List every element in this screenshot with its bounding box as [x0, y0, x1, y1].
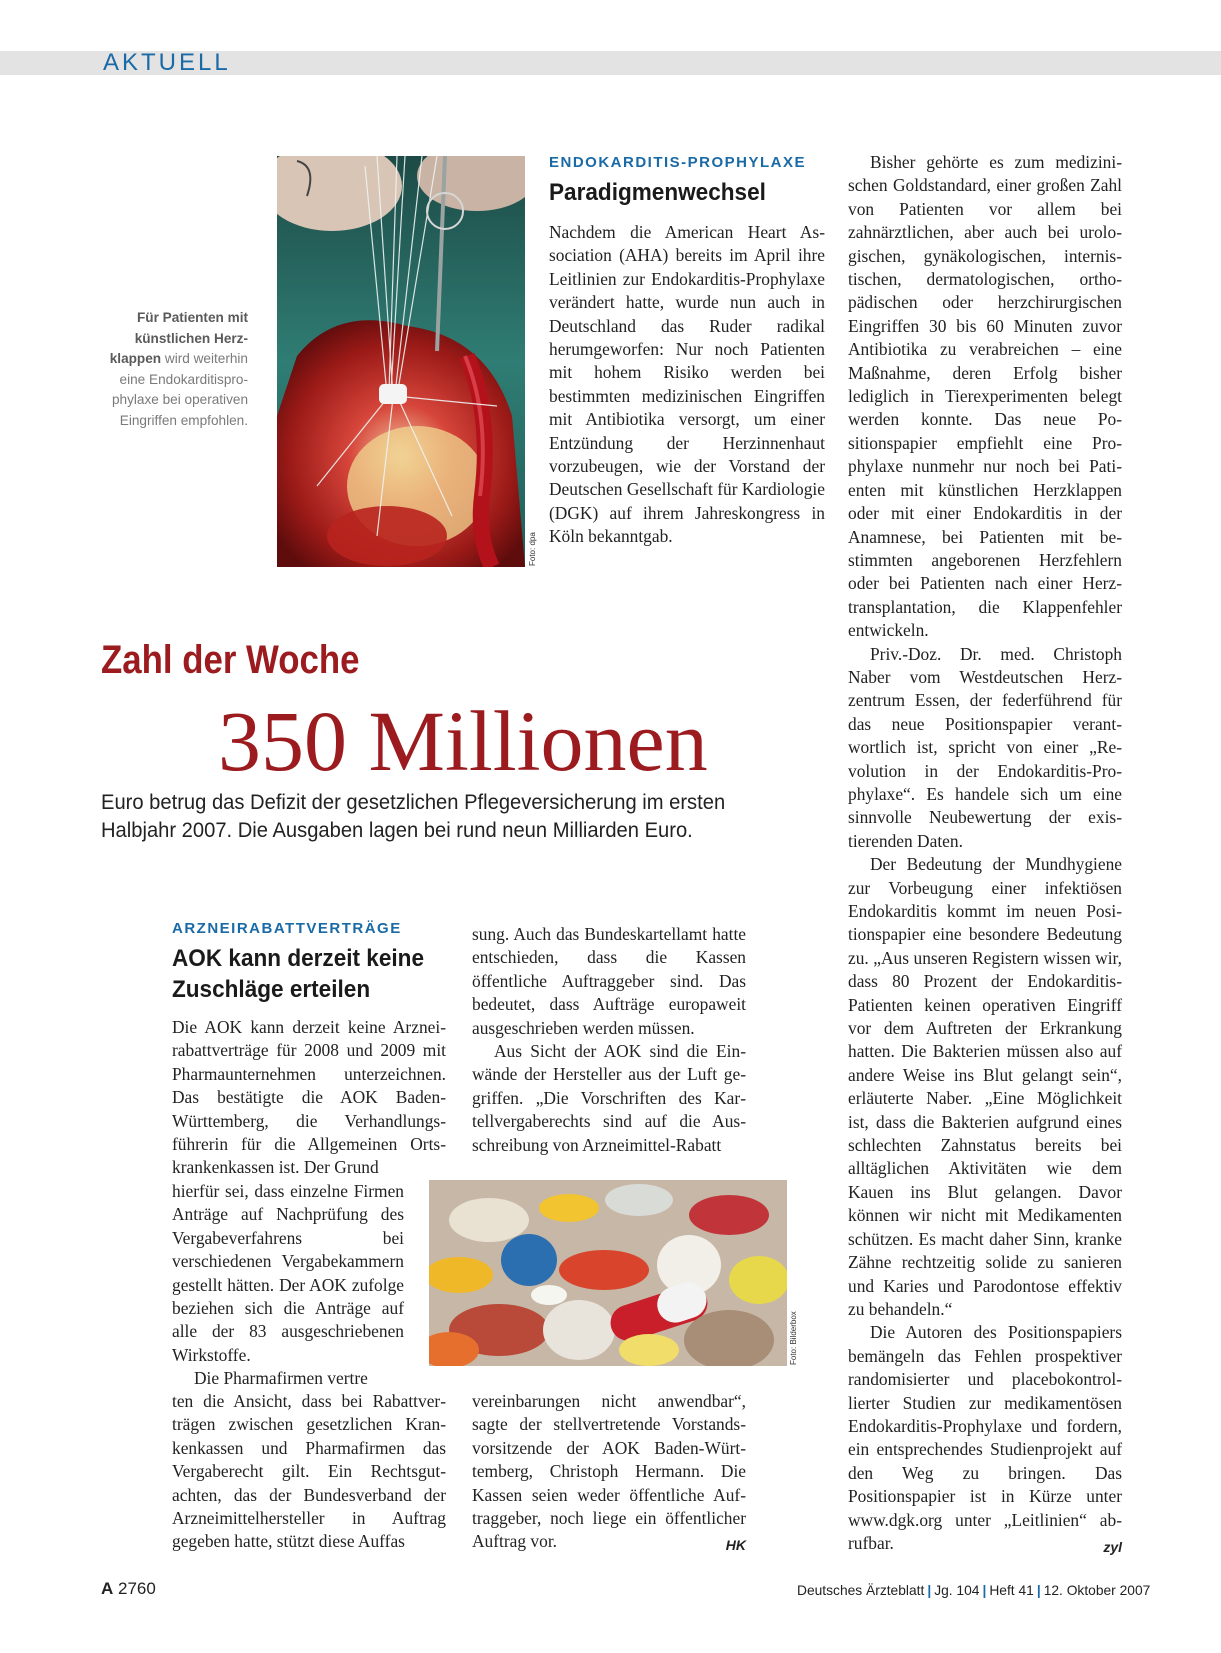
endo-kicker: ENDOKARDITIS-PROPHYLAXE: [549, 154, 807, 171]
endo-column-2: [848, 151, 1122, 1559]
section-label: AKTUELL: [103, 49, 231, 76]
aok-column-2-top: [472, 923, 746, 1157]
aok-col2-paragraph-1: sung. Auch das Bundeskartellamt hatte entschieden, dass die Kassen öffentliche Auftraggeber sind. Das bedeutet, dass Aufträge europaweit ausgeschrieben werden müssen.: [472, 924, 746, 1038]
aok-headline: AOK kann derzeit keine Zuschläge erteilen: [172, 945, 424, 1003]
pills-photo: [429, 1180, 787, 1366]
page-number-value: 2760: [118, 1579, 156, 1598]
endo-col2-paragraph-2: Priv.-Doz. Dr. med. Christoph Naber vom Westdeutschen Herzzentrum Essen, der federführend für das neue Positionspapier verantwortlich ist, spricht von einer „Revolution in der Endokarditis-Prophylaxe“. Es handele sich um eine sinnvolle Neubewertung der existierenden Daten.: [848, 643, 1122, 851]
caption-text: wird weiterhin eine Endokarditisprophylaxe bei operativen Eingriffen empfohlen.: [111, 351, 248, 428]
aok-kicker: ARZNEIRABATTVERTRÄGE: [172, 920, 402, 937]
aok-column-1-top: [172, 1016, 446, 1180]
aok-col1-paragraph-2-start: Die Pharmafirmen vertre: [194, 1368, 368, 1389]
endo-col2-paragraph-1: Bisher gehörte es zum medizinischen Goldstandard, einer großen Zahl von Patienten vor allem bei zahnärztlichen, aber auch bei urologischen, gynäkologischen, internistischen, dermatologischen, orthopädischen oder herzchirurgischen Eingriffen 30 bis 60 Minuten zuvor Antibiotika zu verabreichen – eine Maßnahme, deren Erfolg bisher lediglich in Tierexperimenten belegt werden konnte. Das neue Positionspapier empfiehlt eine Prophylaxe nunmehr nur noch bei Patienten mit künstlichen Herzklappen oder mit einer Endokarditis in der Anamnese, bei Patienten mit bestimmten angeborenen Herzfehlern oder bei Patienten nach einer Herztransplantation, die Klappenfehler entwickeln.: [848, 152, 1122, 641]
aok-col2-paragraph-2: Aus Sicht der AOK sind die Einwände der Hersteller aus der Luft gegriffen. „Die Vorschriften des Kartellvergaberechts sind auf die Ausschreibung von Arzneimittel-Rabatt: [472, 1041, 746, 1155]
photo-credit-dpa: Foto: dpa: [528, 532, 537, 566]
surgery-photo: [277, 156, 525, 567]
photo-caption: [90, 308, 248, 431]
page-prefix: A: [101, 1579, 114, 1598]
publication-date: 12. Oktober 2007: [1043, 1583, 1151, 1598]
endo-signature: zyl: [1103, 1538, 1122, 1555]
zahl-der-woche-label: Zahl der Woche: [101, 638, 360, 682]
aok-column-1-bottom: [172, 1390, 446, 1554]
endo-col2-paragraph-3: Der Bedeutung der Mundhygiene zur Vorbeugung einer infektiösen Endokarditis kommt im neuen Positionspapier eine besondere Bedeutung zu. „Aus unseren Registern wissen wir, dass 80 Prozent der Endokarditis-Patienten keinen operativen Eingriff vor dem Auftreten der Erkrankung hatten. Die Bakterien müssen also auf andere Weise ins Blut gelangt sein“, erläuterte Naber. „Eine Möglichkeit ist, dass die Bakterien aufgrund eines schlechten Zahnstatus bereits bei alltäglichen Aktivitäten wie dem Kauen ins Blut gelangen. Davor können wir nicht mit Medikamenten schützen. Es macht daher Sinn, kranke Zähne rechtzeitig solide zu sanieren und Karies und Parodontose effektiv zu behandeln.“: [848, 854, 1122, 1319]
endo-col2-paragraph-4-text: Die Autoren des Positionspapiers bemängeln das Fehlen prospektiver randomisierter und placebokontrollierter Studien zur medikamentösen Endokarditis-Prophylaxe und fordern, ein entsprechendes Studienprojekt auf den Weg zu bringen. Das Positionspapier ist in Kürze unter www.dgk.org unter „Leitlinien“ abrufbar.: [848, 1322, 1122, 1553]
zahl-der-woche-number: 350 Millionen: [218, 693, 708, 789]
aok-column-1-middle: [172, 1180, 404, 1391]
publication-issue: Heft 41: [989, 1583, 1034, 1598]
publication-name: Deutsches Ärzteblatt: [797, 1583, 925, 1598]
endo-col2-paragraph-4: [848, 1321, 1122, 1555]
caption-bold: Für Patienten mit künstlichen Herzklappen: [109, 310, 248, 366]
aok-col1-paragraph-1-start: Die AOK kann derzeit keine Arzneirabattverträge für 2008 und 2009 mit Pharmaunternehmen unterzeichnen. Das bestätigte die AOK Baden-Württemberg, die Verhandlungsführerin für die Allgemeinen Ortskrankenkassen ist. Der Grund: [172, 1017, 446, 1178]
aok-col1-paragraph-2-cont: ten die Ansicht, dass bei Rabattverträgen zwischen gesetzlichen Krankenkassen und Pharmafirmen das Vergaberecht gilt. Ein Rechtsgutachten, das der Bundesverband der Arzneimittelhersteller in Auftrag gegeben hatte, stützt diese Auffas: [172, 1391, 446, 1552]
aok-col2-paragraph-2-cont: [472, 1390, 746, 1554]
publication-volume: Jg. 104: [934, 1583, 980, 1598]
endo-col1-paragraph: Nachdem die American Heart Association (AHA) bereits im April ihre Leitlinien zur Endokarditis-Prophylaxe verändert hatte, wurde nun auch in Deutschland das Ruder radikal herumgeworfen: Nur noch Patienten mit hohem Risiko werden bei bestimmten medizinischen Eingriffen mit Antibiotika versorgt, um einer Entzündung der Herzinnenhaut vorzubeugen, wie der Vorstand der Deutschen Gesellschaft für Kardiologie (DGK) auf ihrem Jahreskongress in Köln bekanntgab.: [549, 222, 825, 547]
zahl-der-woche-description: Euro betrug das Defizit der gesetzlichen Pflegeversicherung im ersten Halbjahr 2007. Die Ausgaben lagen bei rund neun Milliarden Euro.: [101, 791, 726, 842]
endo-column-1: [549, 221, 825, 549]
aok-signature: HK: [725, 1537, 746, 1554]
endo-headline: Paradigmenwechsel: [549, 179, 766, 206]
aok-column-2-bottom: [472, 1390, 746, 1558]
page-number: [101, 1578, 156, 1600]
aok-col1-paragraph-1-cont: hierfür sei, dass einzelne Firmen Anträge auf Nachprüfung des Vergabeverfahrens bei verschiedenen Vergabekammern gestellt hätten. Der AOK zufolge beziehen sich die Anträge auf alle der 83 ausgeschriebenen Wirkstoffe.: [172, 1181, 404, 1365]
aok-col2-paragraph-2-cont-text: vereinbarungen nicht anwendbar“, sagte der stellvertretende Vorstandsvorsitzende der AOK Baden-Württemberg, Christoph Hermann. Die Kassen seien weder öffentliche Auftraggeber, noch liege ein öffentlicher Auftrag vor.: [472, 1391, 746, 1552]
publication-line: Deutsches Ärzteblatt | Jg. 104 | Heft 41 | 12. Oktober 2007: [797, 1583, 1151, 1598]
photo-credit-bilderbox: Foto: Bilderbox: [789, 1311, 798, 1365]
